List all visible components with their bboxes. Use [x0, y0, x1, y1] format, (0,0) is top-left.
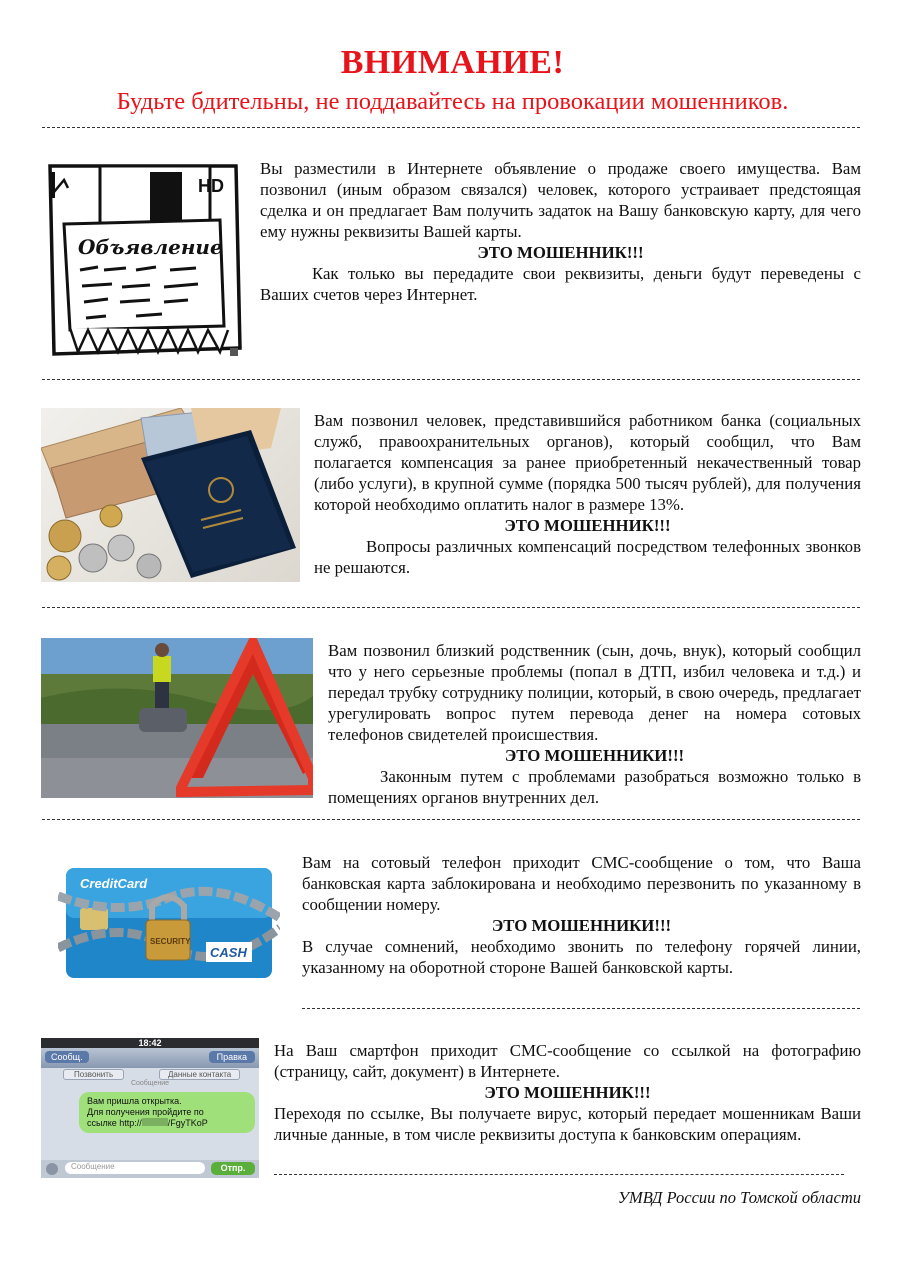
advice: Переходя по ссылке, Вы получаете вирус, который передает мошенникам Ваши личные данные, в том числе реквизиты доступа к банковским операциям. — [274, 1104, 861, 1144]
warning-label: ЭТО МОШЕННИКИ!!! — [504, 746, 685, 765]
section-1-text — [260, 158, 861, 305]
footer-signature: УМВД России по Томской области — [617, 1188, 861, 1207]
description: Вам позвонил человек, представившийся работником банка (социальных служб, правоохранительных органов), который сообщил, что Вам полагается компенсация за ранее приобретенный некачественный товар (либо услуги), в крупной сумме (порядка 500 тысяч рублей), для получения которой необходимо оплатить налог в размере 13%. — [314, 411, 861, 514]
floppy-disk-ad-icon — [40, 158, 246, 362]
divider — [42, 379, 860, 380]
warning-label: ЭТО МОШЕННИК!!! — [484, 1083, 651, 1102]
page-title: ВНИМАНИЕ! — [340, 44, 565, 81]
divider — [42, 127, 860, 128]
description: На Ваш смартфон приходит СМС-сообщение со ссылкой на фотографию (страницу, сайт, документ) в Интернете. — [274, 1041, 861, 1081]
warning-label: ЭТО МОШЕННИКИ!!! — [491, 916, 672, 935]
advice: Законным путем с проблемами разобраться возможно только в помещениях органов внутренних дел. — [328, 767, 861, 807]
description: Вам позвонил близкий родственник (сын, дочь, внук), который сообщил что у него серьезные проблемы (попал в ДТП, избил человека и т.д.) и передал трубку сотруднику полиции, который, в свою очередь, предлагает урегулировать вопрос путем перевода денег на номера сотовых телефонов свидетелей происшествия. — [328, 641, 861, 744]
divider — [42, 607, 860, 608]
divider — [274, 1174, 844, 1175]
road-accident-triangle-icon — [41, 638, 313, 798]
description: Вы разместили в Интернете объявление о продаже своего имущества. Вам позвонил (иным образом связался) человек, которого устраивает предстоящая сделка и он предлагает Вам получить задаток на Вашу банковскую карту, для чего ему нужны реквизиты Вашей карты. — [260, 159, 861, 241]
svg-text:CASH: CASH — [210, 945, 247, 960]
page-subtitle: Будьте бдительны, не поддавайтесь на провокации мошенников. — [116, 88, 789, 115]
svg-text:Объявление: Объявление — [78, 235, 223, 259]
svg-text:HD: HD — [198, 176, 224, 196]
advice: Вопросы различных компенсаций посредством телефонных звонков не решаются. — [314, 537, 861, 577]
divider — [42, 819, 860, 820]
contact-button: Данные контакта — [159, 1069, 240, 1080]
section-2-text — [314, 410, 861, 578]
money-pension-card-icon — [41, 408, 300, 582]
chained-credit-card-icon — [58, 858, 280, 986]
send-button: Отпр. — [211, 1162, 255, 1175]
call-button: Позвонить — [63, 1069, 124, 1080]
warning-label: ЭТО МОШЕННИК!!! — [504, 516, 671, 535]
edit-button: Правка — [209, 1051, 255, 1063]
section-4-text — [302, 852, 861, 978]
back-button: Сообщ. — [45, 1051, 89, 1063]
sms-bubble: Вам пришла открытка. Для получения пройдите по ссылке http:// /FgyTKoP — [79, 1092, 255, 1133]
smartphone-sms-icon: 18:42 Сообщ. Правка Позвонить Данные контакта Сообщение Вам пришла открытка. Для получения пройдите по ссылке http:// /FgyTKoP Сообщение Отпр. — [41, 1038, 259, 1178]
warning-label: ЭТО МОШЕННИК!!! — [477, 243, 644, 262]
advice: В случае сомнений, необходимо звонить по телефону горячей линии, указанному на оборотной стороне Вашей банковской карты. — [302, 937, 861, 977]
svg-text:CreditCard: CreditCard — [80, 876, 148, 891]
svg-text:SECURITY: SECURITY — [150, 937, 191, 946]
advice: Как только вы передадите свои реквизиты, деньги будут переведены с Ваших счетов через Интернет. — [260, 264, 861, 304]
divider — [302, 1008, 860, 1009]
description: Вам на сотовый телефон приходит СМС-сообщение о том, что Ваша банковская карта заблокирована и необходимо перезвонить по указанному в сообщении номеру. — [302, 853, 861, 914]
section-3-text — [328, 640, 861, 808]
section-5-text — [274, 1040, 861, 1145]
